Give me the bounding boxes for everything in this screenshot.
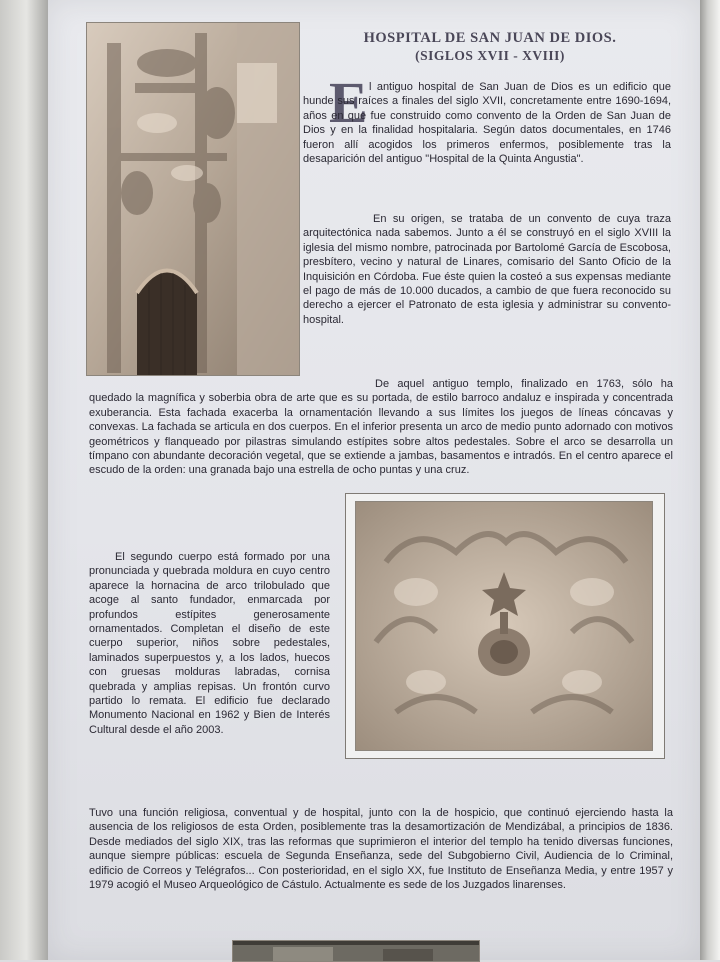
paragraph-origins: l antiguo hospital de San Juan de Dios es un edificio que hunde sus raíces a finales del siglo XVII, concretamente entre 1690-1694, años en que fue construido como convento de la Orden de San Juan de Dios y en la finalidad hospitalaria. Según datos documentales, en 1746 fueron allí acogidos los primeros enfermos, posiblemente tras la desaparición del antiguo "Hospital de la Quinta Angustia". [303, 81, 671, 166]
paragraph-later-uses: Tuvo una función religiosa, conventual y de hospital, junto con la de hospicio, que continuó ejerciendo hasta la ausencia de los religiosos de esta Orden, posiblemente tras la desamortización de Mendizábal, a principios de 1836. Desde mediados del siglo XIX, tras las reformas que suprimieron el interior del templo ha tenido diversas funciones, aunque siempre públicas: escuela de Segunda Enseñanza, sede del Subgobierno Civil, Audiencia de lo Criminal, edificio de Correos y Telégrafos... Con posterioridad, en el siglo XX, fue Instituto de Enseñanza Media, y entre 1957 y 1979 acogió el Museo Arqueológico de Cástulo. Actualmente es sede de los Juzgados linarenses. [89, 807, 673, 892]
title-line-1: HOSPITAL DE SAN JUAN DE DIOS. [363, 30, 617, 46]
bottom-photo [232, 940, 480, 962]
title-line-2: (SIGLOS XVII - XVIII) [415, 48, 565, 63]
paragraph-church: En su origen, se trataba de un convento de cuya traza arquitectónica nada sabemos. Junto a él se construyó en el siglo XVIII la iglesia del mismo nombre, patrocinada por Bartolomé García de Escobosa, presbítero, vecino y natural de Linares, comisario del Santo Oficio de la Inquisición en Córdoba. Fue éste quien la costeó a sus expensas mediante el pago de más de 10.000 ducados, a cambio de que fuera reconocido su derecho a ejercer el Patronato de esta iglesia y administrar su convento-hospital. [303, 213, 671, 326]
sign-frame-right [700, 0, 720, 960]
paragraph-facade: De aquel antiguo templo, finalizado en 1763, sólo ha quedado la magnífica y soberbia obra de arte que es su portada, de estilo barroco andaluz e inspirada y concentrada exuberancia. Esta fachada exacerba la ornamentación llevando a sus límites los juegos de líneas cóncavas y convexas. La fachada se articula en dos cuerpos. En el inferior presenta un arco de medio punto adornado con motivos geométricos y flanqueado por pilastras simulando estípites sobre altos pedestales. Sobre el arco se desarrolla un tímpano con abundante decoración vegetal, que se extiende a jambas, basamentos e intradós. En el centro aparece el escudo de la orden: una granada bajo una estrella de ocho puntas y una cruz. [89, 378, 673, 477]
portal-facade-photo [86, 22, 300, 376]
paragraph-second-body: El segundo cuerpo está formado por una pronunciada y quebrada moldura en cuyo centro aparece la hornacina de arco trilobulado que acoge al santo fundador, enmarcada por profundos estípites generosamente ornamentados. Completan el diseño de este cuerpo superior, niños sobre pedestales, laminados superpuestos y, a los lados, huecos con gruesas molduras labradas, cornisa quebrada y amplias repisas. Un frontón curvo partido lo remata. El edificio fue declarado Monumento Nacional en 1962 y Bien de Interés Cultural desde el año 2003. [89, 551, 330, 736]
sign-frame-left [0, 0, 48, 960]
drop-cap: E [329, 70, 368, 135]
coat-of-arms-photo [355, 501, 653, 751]
